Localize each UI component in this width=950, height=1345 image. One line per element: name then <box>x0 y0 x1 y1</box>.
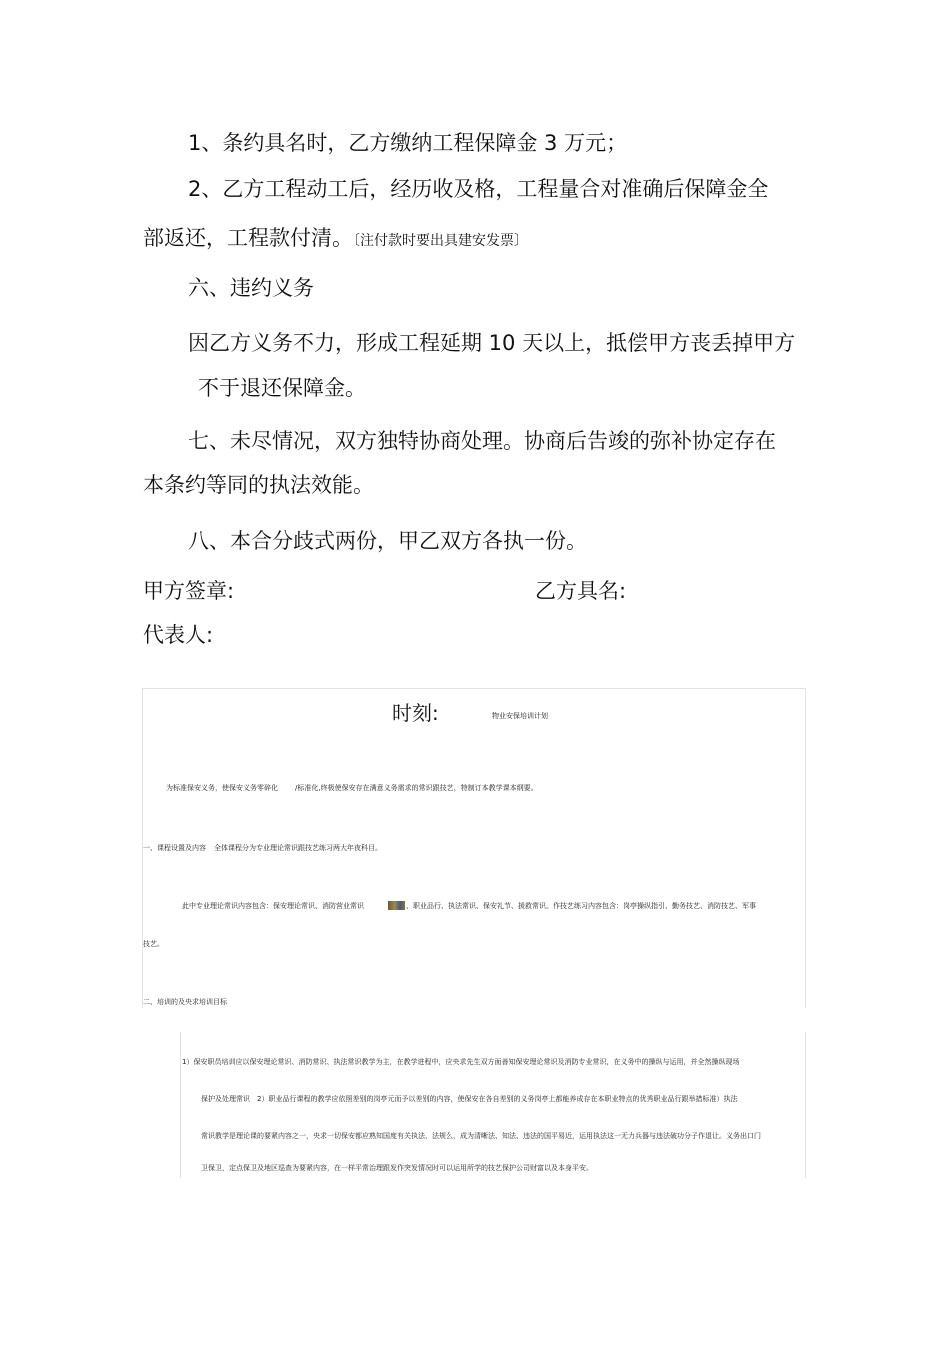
section-1-text: 全体课程分为专业理论常识跟技艺练习两大年夜科目。 <box>214 844 382 852</box>
section-6-text-line-1: 因乙方义务不力，形成工程延期 10 天以上，抵偿甲方丧丢掉甲方 <box>188 331 796 355</box>
inline-image-thumbnail <box>388 901 405 910</box>
section-1-heading: 一、课程设置及内容 <box>143 844 206 852</box>
section-1-detail-part-3: 技艺。 <box>143 940 164 948</box>
section-6-heading: 六、违约义务 <box>188 276 314 300</box>
section-2-paragraph-3: 常识教学是理论课的要紧内容之一，央求一切保安都应熟知国度有关执法、法规么，成为清晰法、知法、违法的国平易近，运用执法这一无力兵器与违法破功分子作退让。义务出口门 <box>201 1132 761 1140</box>
party-a-signature-label: 甲方签章: <box>143 579 235 603</box>
training-plan-title: 物业安保培训计划 <box>492 712 548 720</box>
section-2-paragraph-4: 卫保卫，定点保卫及地区巡查为要紧内容，在一样平常治理跟发作突发情况时可以运用所学的技艺保护公司财富以及本身平安。 <box>201 1164 593 1172</box>
intro-text-part-1: 为标准保安义务，使保安义务零碎化 <box>166 784 278 792</box>
section-2-paragraph-1: 1）保安职员培训应以保安理论常识、消防常识、执法常识教学为主，在教学进程中，应央求先生双方面善知保安理论常识及消防专业常识，在义务中的操纵与运用，并全然操纵现场 <box>182 1058 740 1066</box>
section-7-line-1: 七、未尽情况，双方独特协商处理。协商后告竣的弥补协定存在 <box>188 429 776 453</box>
intro-text-part-2: /标准化,终极使保安存在满意义务需求的常识跟技艺，特制订本教学课本纲要。 <box>295 784 538 792</box>
time-label: 时刻: <box>392 701 439 725</box>
party-b-signature-label: 乙方具名: <box>535 579 627 603</box>
section-1-detail-part-1: 此中专业理论常识内容包含：保安理论常识、消防营业常识 <box>182 902 364 910</box>
clause-2-note: 〔注付款时要出具建安发票〕 <box>353 233 528 249</box>
section-7-line-2: 本条约等同的执法效能。 <box>143 473 374 497</box>
section-1-detail-part-2: 、职业品行、执法常识、保安礼节、援救常识。作技艺练习内容包含：岗亭操纵指引、勤务技艺、消防技艺、军事 <box>406 902 756 910</box>
representative-label: 代表人: <box>143 623 214 647</box>
section-6-text-line-2: 不于退还保障金。 <box>198 376 366 400</box>
training-detail-panel <box>180 1032 806 1178</box>
clause-2-line-1: 2、乙方工程动工后，经历收及格，工程量合对准确后保障金全 <box>188 177 769 201</box>
section-8: 八、本合分歧式两份，甲乙双方各执一份。 <box>188 529 587 553</box>
section-2-heading: 二、培训的及央求培训目标 <box>143 998 227 1006</box>
clause-2-text: 部返还，工程款付清。 <box>143 226 353 250</box>
clause-2-line-2 <box>143 225 528 254</box>
section-2-paragraph-2: 保护及处理常识 2）职业品行课程的教学应依照差别的岗亭元而予以差别的内容，使保安在各自差别的义务岗亭上都能养成存在本职业特点的优秀职业品行跟举措标准）执法 <box>201 1095 738 1103</box>
clause-1: 1、条约具名时，乙方缴纳工程保障金 3 万元； <box>188 131 628 155</box>
